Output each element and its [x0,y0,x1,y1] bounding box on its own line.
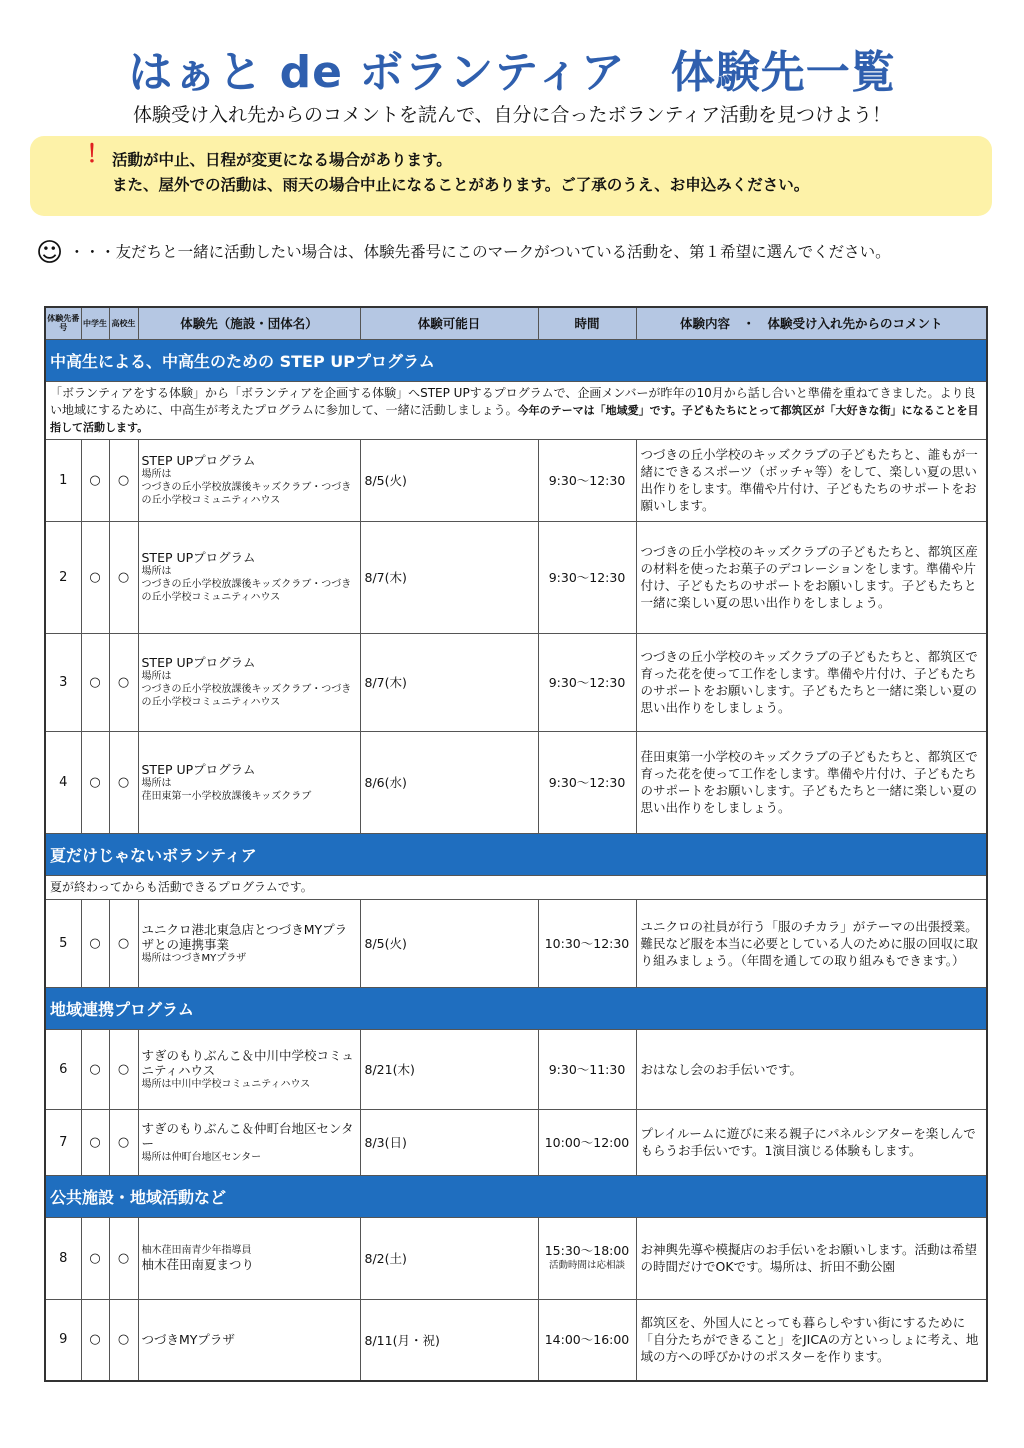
hs-mark: ○ [109,1299,138,1381]
date-cell: 8/3(日) [360,1109,538,1175]
hs-mark: ○ [109,521,138,633]
section-header [45,833,987,875]
comment-cell: お神輿先導や模擬店のお手伝いをお願いします。活動は希望の時間だけでOKです。場所は、折田不動公園 [636,1217,987,1299]
row-number: 7 [45,1109,81,1175]
hs-mark: ○ [109,633,138,731]
section-description-text: 「ボランティアをする体験」から「ボランティアを企画する体験」へSTEP UPするプログラムで、企画メンバーが昨年の10月から話し合いと準備を重ねてきました。より良い地域にするために、中高生が考えたプログラムに参加して、一緒に活動しましょう。 [50,385,976,417]
table-row [45,731,987,833]
time-cell [538,1217,636,1299]
hs-mark: ○ [109,1109,138,1175]
time-value: 9:30～12:30 [548,774,626,790]
row-number: 4 [45,731,81,833]
time-value: 9:30～12:30 [548,472,626,488]
comment-cell: つづきの丘小学校のキッズクラブの子どもたちと、都筑区で育った花を使って工作をします。準備や片付け、子どもたちのサポートをお願いします。子どもたちと一緒に楽しい夏の思い出作りをしましょう。 [636,633,987,731]
jhs-mark: ○ [81,521,109,633]
row-number: 1 [45,439,81,521]
date-cell: 8/2(土) [360,1217,538,1299]
place-cell [138,1029,360,1109]
place-name: STEP UPプログラム [141,761,256,777]
section-description-row [45,381,987,439]
section-description [45,875,987,899]
section-header [45,339,987,381]
section-title: 夏だけじゃないボランティア [45,833,987,875]
place-cell [138,1109,360,1175]
time-value: 9:30～12:30 [548,569,626,585]
notice-box [30,136,992,216]
table-row [45,1217,987,1299]
row-number: 6 [45,1029,81,1109]
place-label: 場所は [141,671,172,682]
time-value: 15:30～18:00 [544,1243,630,1258]
header-place: 体験先（施設・団体名） [138,307,360,339]
row-number: 2 [45,521,81,633]
table-row [45,1299,987,1381]
table-row [45,439,987,521]
place-name: すぎのもりぶんこ＆中川中学校コミュニティハウス [141,1047,354,1078]
table-row [45,899,987,987]
place-label: 場所は [141,777,172,789]
comment-cell: ユニクロの社員が行う「服のチカラ」がテーマの出張授業。難民など服を本当に必要としている人のために服の回収に取り組みましょう。（年間を通しての取り組みもできます。） [636,899,987,987]
comment-cell: プレイルームに遊びに来る親子にパネルシアターを楽しんでもらうお手伝いです。1演目演じる体験もします。 [636,1109,987,1175]
section-header [45,987,987,1029]
jhs-mark: ○ [81,633,109,731]
place-location: つづきの丘小学校放課後キッズクラブ・つづきの丘小学校コミュニティハウス [141,684,352,708]
time-cell [538,1299,636,1381]
jhs-mark: ○ [81,439,109,521]
time-value: 14:00～16:00 [544,1332,630,1348]
comment-cell: おはなし会のお手伝いです。 [636,1029,987,1109]
place-cell [138,521,360,633]
row-number: 9 [45,1299,81,1381]
place-cell [138,633,360,731]
volunteer-table [44,306,988,1382]
notice-line-1: 活動が中止、日程が変更になる場合があります。 [112,151,452,169]
place-location: 場所は仲町台地区センター [141,1151,262,1163]
header-time: 時間 [538,307,636,339]
time-cell [538,1109,636,1175]
table-row [45,633,987,731]
place-name: STEP UPプログラム [141,550,256,565]
time-value: 9:30～12:30 [548,674,626,690]
jhs-mark: ○ [81,899,109,987]
time-cell [538,633,636,731]
hs-mark: ○ [109,899,138,987]
date-cell: 8/7(木) [360,633,538,731]
table-row [45,1029,987,1109]
place-location: 場所は中川中学校コミュニティハウス [141,1078,311,1090]
place-location: 場所はつづきMYプラザ [141,952,247,964]
place-name: 柚木荏田南夏まつり [141,1257,255,1272]
section-description-row [45,875,987,899]
hs-mark: ○ [109,439,138,521]
table-row [45,521,987,633]
place-cell [138,439,360,521]
comment-cell: つづきの丘小学校のキッズクラブの子どもたちと、誰もが一緒にできるスポーツ（ボッチャ等）をして、楽しい夏の思い出作りをします。準備や片付け、子どもたちのサポートをお願いします。 [636,439,987,521]
place-cell [138,731,360,833]
place-label: 場所は [141,566,172,577]
place-location: つづきの丘小学校放課後キッズクラブ・つづきの丘小学校コミュニティハウス [141,579,352,603]
time-value: 10:00～12:00 [544,1134,630,1150]
date-cell: 8/11(月・祝) [360,1299,538,1381]
time-cell [538,521,636,633]
date-cell: 8/6(水) [360,731,538,833]
place-label: 場所は [141,469,172,480]
time-cell [538,899,636,987]
place-organizer: 柚木荏田南青少年指導員 [141,1245,252,1256]
comment-cell: つづきの丘小学校のキッズクラブの子どもたちと、都筑区産の材料を使ったお菓子のデコレーションをします。準備や片付け、子どもたちのサポートをお願いします。子どもたちと一緒に楽しい夏の思い出作りをしましょう。 [636,521,987,633]
smiley-legend-text: ・・・友だちと一緒に活動したい場合は、体験先番号にこのマークがついている活動を、第１希望に選んでください。 [69,243,891,261]
hs-mark: ○ [109,1029,138,1109]
section-header [45,1175,987,1217]
header-hs: 高校生 [109,307,138,339]
time-cell [538,439,636,521]
jhs-mark: ○ [81,1299,109,1381]
date-cell: 8/5(火) [360,439,538,521]
exclamation-icon: ！ [86,140,110,168]
place-cell [138,1217,360,1299]
place-name: STEP UPプログラム [141,655,256,670]
jhs-mark: ○ [81,1109,109,1175]
smiley-legend [36,238,1006,268]
jhs-mark: ○ [81,731,109,833]
time-note: 活動時間は応相談 [548,1260,625,1271]
section-title: 公共施設・地域活動など [45,1175,987,1217]
table-header-row [45,307,987,339]
time-cell [538,731,636,833]
date-cell: 8/7(木) [360,521,538,633]
jhs-mark: ○ [81,1029,109,1109]
header-jhs: 中学生 [81,307,109,339]
date-cell: 8/21(木) [360,1029,538,1109]
time-value: 9:30～11:30 [548,1061,626,1077]
section-title: 地域連携プログラム [45,987,987,1029]
place-name: ユニクロ港北東急店とつづきMYプラザとの連携事業 [141,921,348,952]
hs-mark: ○ [109,731,138,833]
time-cell [538,1029,636,1109]
place-name: STEP UPプログラム [141,453,256,468]
section-description-bold: 今年のテーマは「地域愛」です。子どもたちにとって都筑区が「大好きな街」になることを目指して活動します。 [50,403,979,434]
page-subtitle: 体験受け入れ先からのコメントを読んで、自分に合ったボランティア活動を見つけよう！ [132,104,892,126]
page-title: はぁと de ボランティア 体験先一覧 [128,47,896,98]
hs-mark: ○ [109,1217,138,1299]
place-location: 荏田東第一小学校放課後キッズクラブ [141,790,312,802]
place-location: つづきの丘小学校放課後キッズクラブ・つづきの丘小学校コミュニティハウス [141,482,352,506]
row-number: 5 [45,899,81,987]
date-cell: 8/5(火) [360,899,538,987]
row-number: 3 [45,633,81,731]
smiley-icon: ☺ [36,238,64,268]
place-cell [138,899,360,987]
section-description [45,381,987,439]
comment-cell: 都筑区を、外国人にとっても暮らしやすい街にするために「自分たちができること」をJICAの方といっしょに考え、地域の方への呼びかけのポスターを作ります。 [636,1299,987,1381]
table-row [45,1109,987,1175]
notice-line-2: また、屋外での活動は、雨天の場合中止になることがあります。ご了承のうえ、お申込みください。 [112,176,810,194]
comment-cell: 荏田東第一小学校のキッズクラブの子どもたちと、都筑区で育った花を使って工作をします。準備や片付け、子どもたちのサポートをお願いします。子どもたちと一緒に楽しい夏の思い出作りをしましょう。 [636,731,987,833]
table-body [45,339,987,1381]
section-title: 中高生による、中高生のための STEP UPプログラム [45,339,987,381]
header-comment: 体験内容 ・ 体験受け入れ先からのコメント [636,307,987,339]
place-name: つづきMYプラザ [141,1332,235,1348]
row-number: 8 [45,1217,81,1299]
place-cell [138,1299,360,1381]
time-value: 10:30～12:30 [544,935,630,951]
jhs-mark: ○ [81,1217,109,1299]
header-num: 体験先番号 [45,307,81,339]
header-date: 体験可能日 [360,307,538,339]
place-name: すぎのもりぶんこ＆仲町台地区センター [141,1120,354,1151]
section-description-text: 夏が終わってからも活動できるプログラムです。 [50,879,313,894]
